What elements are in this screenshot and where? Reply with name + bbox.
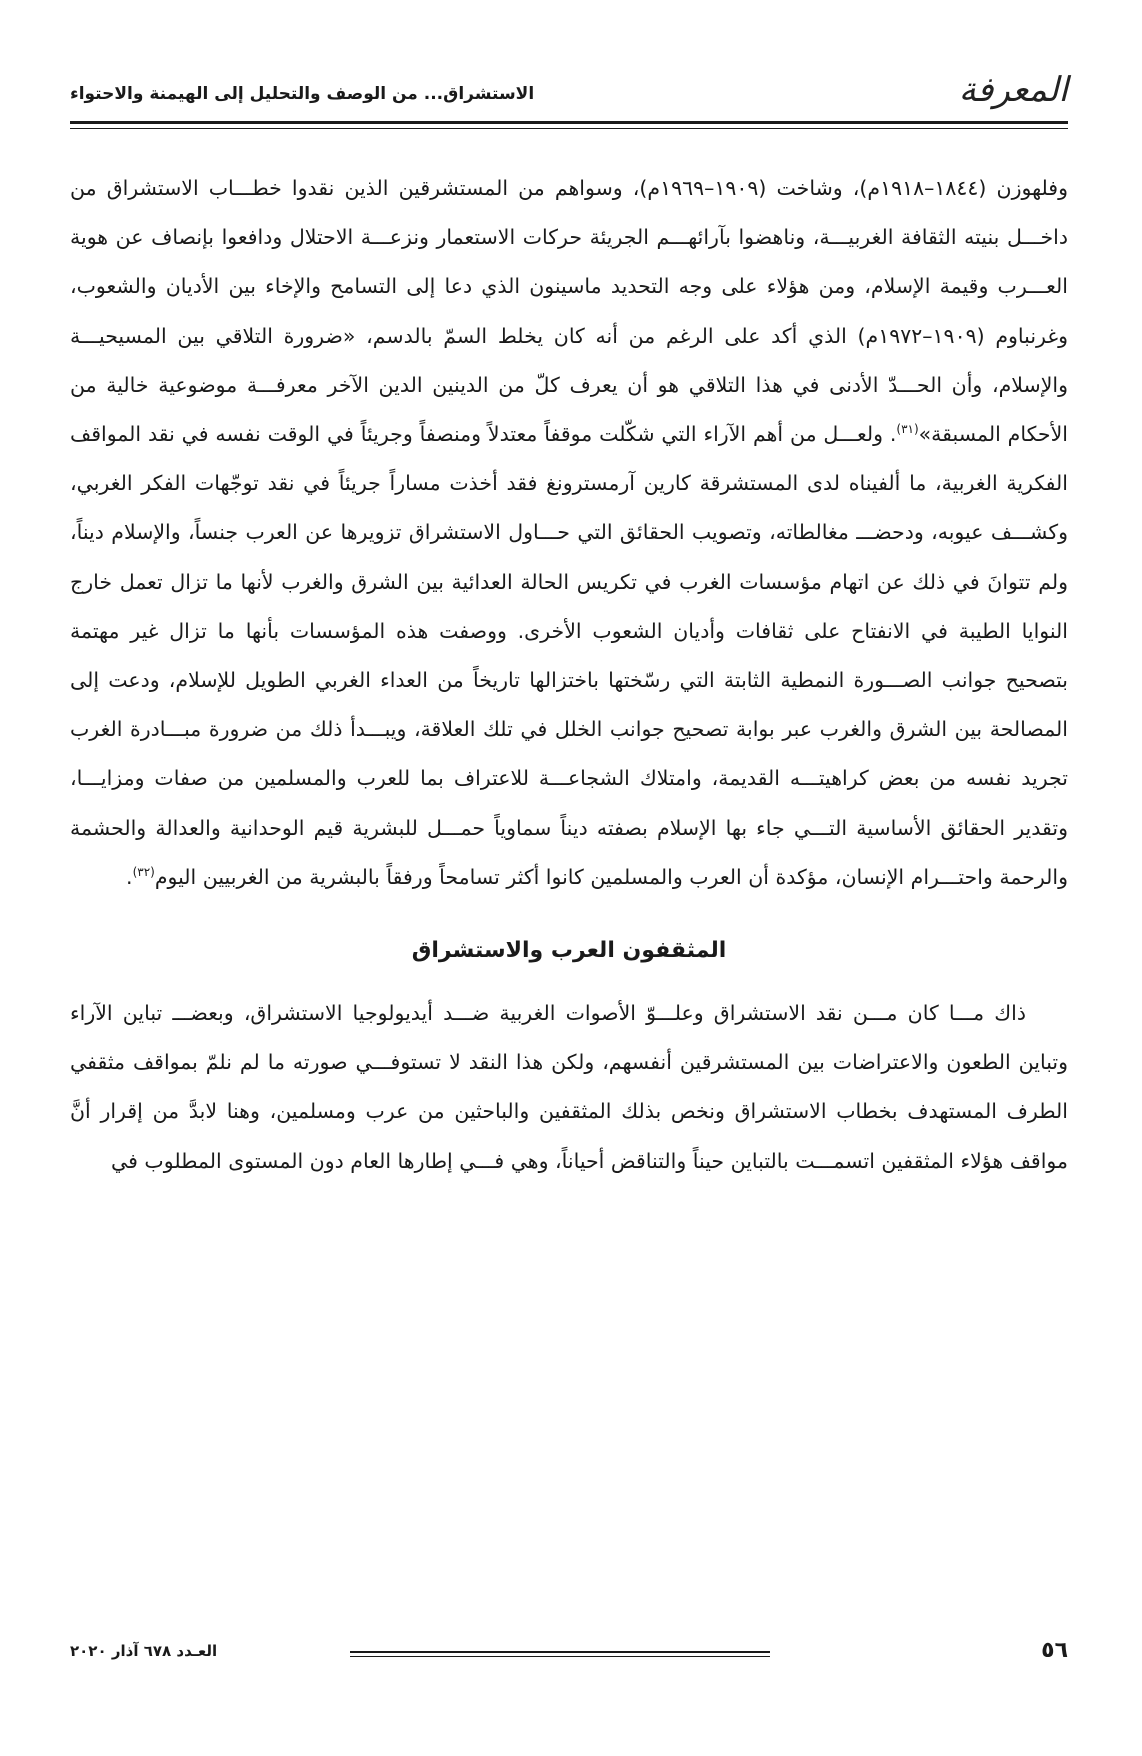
page-footer	[70, 1638, 1068, 1678]
footer-rule-thick	[350, 1651, 770, 1653]
footer-rule-thin	[350, 1656, 770, 1657]
footnote-marker[interactable]: (٣٢)	[132, 865, 155, 880]
section-heading: المثقفون العرب والاستشراق	[411, 938, 727, 964]
paragraph-text: وفلهوزن (١٨٤٤–١٩١٨م)، وشاخت (١٩٠٩–١٩٦٩م)، وسواهم من المستشرقين الذين نقدوا خطـــاب الاستشراق من داخـــل بنيته الثقافة الغربيـــة، وناهضوا بآرائهـــم الجريئة حركات الاستعمار ونزعـــة الاحتلال ودافعوا بإنصاف عن هوية العـــرب وقيمة الإسلام، ومن هؤلاء على وجه التحديد ماسينون الذي دعا إلى التسامح والإخاء بين الأديان والشعوب، وغرنباوم (١٩٠٩–١٩٧٢م) الذي أكد على الرغم من أنه كان يخلط السمّ بالدسم، «ضرورة التلاقي بين المسيحيـــة والإسلام، وأن الحـــدّ الأدنى في هذا التلاقي هو أن يعرف كلّ من الدينين الدين الآخر معرفـــة موضوعية خالية من الأحكام المسبقة»	[70, 176, 1069, 447]
running-title: الاستشراق... من الوصف والتحليل إلى الهيمنة والاحتواء	[70, 84, 535, 104]
magazine-logo: المعرفة	[958, 70, 1068, 110]
article-body	[70, 164, 1068, 1186]
issue-info: العـدد ٦٧٨ آذار ٢٠٢٠	[70, 1642, 218, 1660]
header-rule-thin	[70, 128, 1068, 129]
header-rule-thick	[70, 121, 1068, 124]
paragraph	[70, 164, 1068, 902]
paragraph-text: . ولعـــل من أهم الآراء التي شكّلت موقفاً معتدلاً ومنصفاً وجريئاً في الوقت نفسه في نقد المواقف الفكرية الغربية، ما ألفيناه لدى المستشرقة كارين آرمسترونغ فقد أخذت مساراً جريئاً في نقد توجّهات الفكر الغربي، وكشـــف عيوبه، ودحضـــ مغالطاته، وتصويب الحقائق التي حـــاول الاستشراق تزويرها عن العرب جنساً، والإسلام ديناً، ولم تتوانَ في ذلك عن اتهام مؤسسات الغرب في تكريس الحالة العدائية بين الشرق والغرب لأنها ما تزال تعمل خارج النوايا الطيبة في الانفتاح على ثقافات وأديان الشعوب الأخرى. ووصفت هذه المؤسسات بأنها ما تزال غير مهتمة بتصحيح جوانب الصـــورة النمطية الثابتة التي رسّختها باختزالها تاريخاً من العداء الغربي الطويل للإسلام، ودعت إلى المصالحة بين الشرق والغرب عبر بوابة تصحيح جوانب الخلل في تلك العلاقة، ويبـــدأ ذلك من ضرورة مبـــادرة الغرب تجريد نفسه من بعض كراهيتـــه القديمة، وامتلاك الشجاعـــة للاعتراف بما للعرب والمسلمين من صفات ومزايـــا، وتقدير الحقائق الأساسية التـــي جاء بها الإسلام بصفته ديناً سماوياً حمـــل للبشرية قيم الوحدانية والعدالة والحشمة والرحمة واحتـــرام الإنسان، مؤكدة أن العرب والمسلمين كانوا أكثر تسامحاً ورفقاً بالبشرية من الغربيين اليوم	[70, 422, 1068, 889]
footnote-marker[interactable]: (٣١)	[896, 422, 919, 437]
page-number: ٥٦	[1041, 1638, 1068, 1663]
paragraph-text: .	[126, 864, 133, 889]
page-header	[70, 62, 1068, 118]
paragraph: ذاك مـــا كان مـــن نقد الاستشراق وعلـــوّ الأصوات الغربية ضـــد أيديولوجيا الاستشراق، وبعضـــ تباين الآراء وتباين الطعون والاعتراضات بين المستشرقين أنفسهم، ولكن هذا النقد لا تستوفـــي صورته ما لم نلمّ بمواقف مثقفي الطرف المستهدف بخطاب الاستشراق ونخص بذلك المثقفين والباحثين من عرب ومسلمين، وهنا لابدَّ من إقرار أنَّ مواقف هؤلاء المثقفين اتسمـــت بالتباين حيناً والتناقض أحياناً، وهي فـــي إطارها العام دون المستوى المطلوب في	[70, 1001, 1068, 1173]
